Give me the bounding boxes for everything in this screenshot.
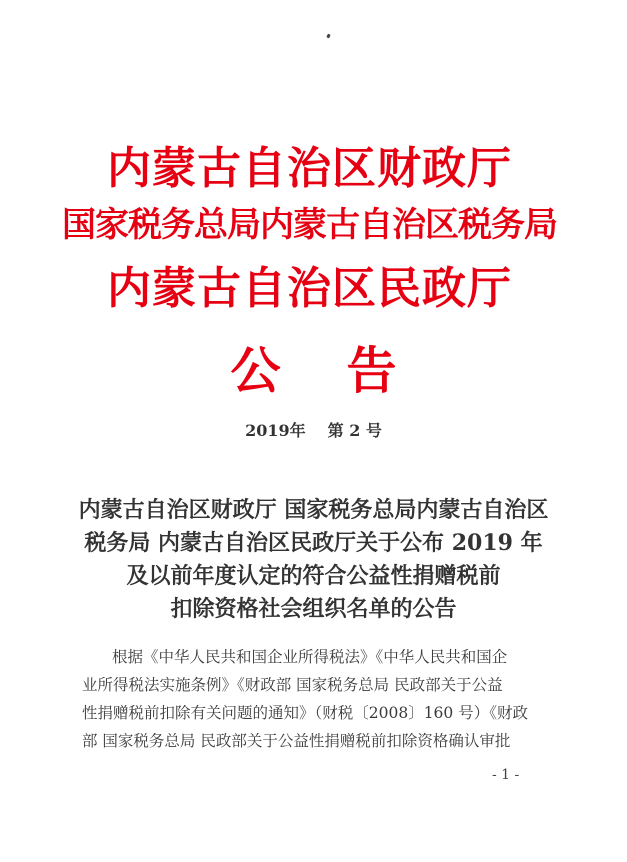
issuer-tax-bureau: 国家税务总局内蒙古自治区税务局 [62, 205, 557, 245]
title-line: 及以前年度认定的符合公益性捐赠税前 [126, 563, 501, 589]
body-line: 性捐赠税前扣除有关问题的通知》（财税〔2008〕160 号）《财政 [82, 704, 528, 722]
body-paragraph [82, 643, 542, 755]
document-year: 2019年 [245, 421, 306, 440]
document-type-heading: 公告 [230, 341, 463, 400]
issuer-finance-department: 内蒙古自治区财政厅 [107, 143, 512, 194]
title-line: 扣除资格社会组织名单的公告 [170, 596, 457, 622]
scan-speck [326, 34, 330, 39]
body-line: 根据《中华人民共和国企业所得税法》《中华人民共和国企 [112, 648, 508, 666]
title-line: 税务局 内蒙古自治区民政厅关于公布 2019 年 [84, 530, 543, 556]
title-line: 内蒙古自治区财政厅 国家税务总局内蒙古自治区 [78, 497, 549, 523]
document-sequence: 第 2 号 [327, 421, 382, 440]
announcement-title [0, 494, 627, 626]
document-number [0, 418, 627, 441]
body-line: 部 国家税务总局 民政部关于公益性捐赠税前扣除资格确认审批 [82, 732, 511, 750]
body-line: 业所得税法实施条例》《财政部 国家税务总局 民政部关于公益 [82, 676, 503, 694]
issuer-civil-affairs-department: 内蒙古自治区民政厅 [107, 263, 512, 314]
page-number: - 1 - [492, 767, 520, 783]
